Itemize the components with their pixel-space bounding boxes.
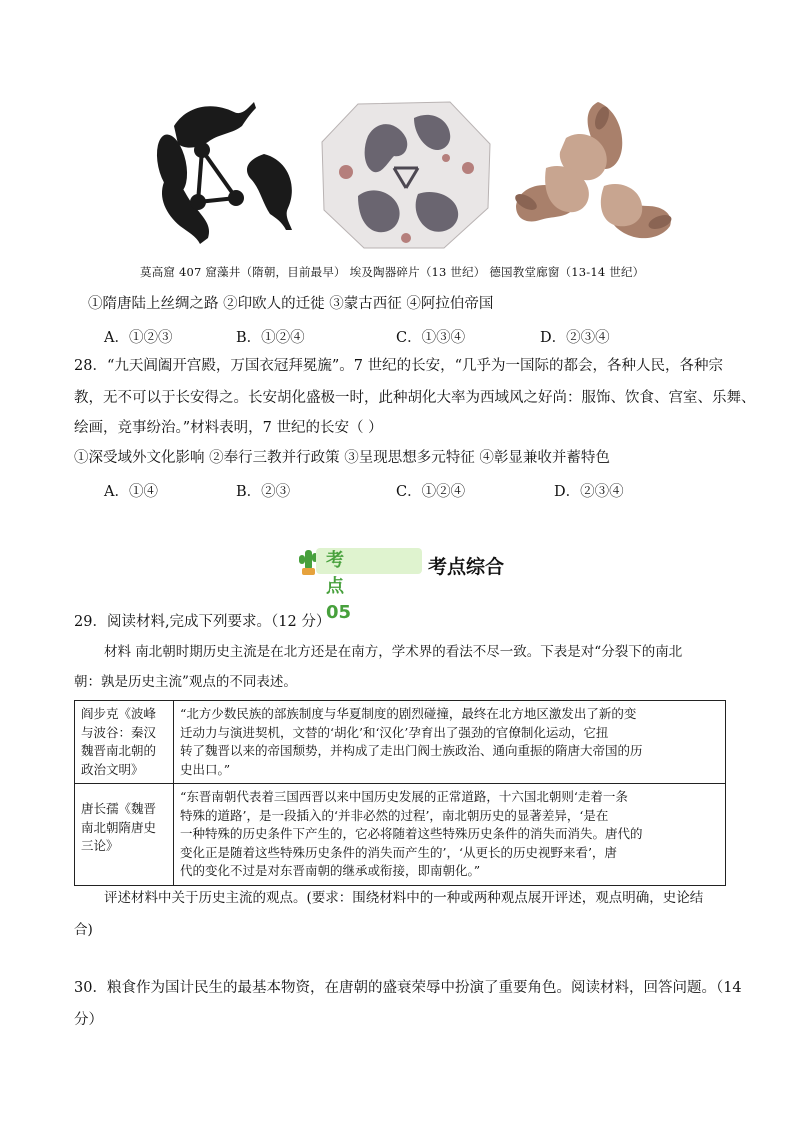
q27-option-d: D．②③④ — [540, 330, 610, 346]
quote-line: 代的变化不过是对东晋南朝的继承或衔接，即南朝化。” — [180, 863, 481, 878]
author-line: 阎步克《波峰 — [81, 706, 157, 721]
section-title: 考点综合 — [428, 556, 505, 578]
q29-task-line-2: 合) — [74, 922, 93, 938]
q30-line-2: 分） — [74, 1012, 103, 1028]
author-line: 与波谷：秦汉 — [81, 724, 157, 740]
quote-line: 转了魏晋以来的帝国颓势，并构成了走出门阀士族政治、通向重振的隋唐大帝国的历 — [180, 743, 643, 758]
quote-line: 迁动力与演进契机，文替的‘胡化’和‘汉化’孕育出了强劲的官僚制化运动，它扭 — [180, 724, 609, 740]
quote-line: 史出口。” — [180, 761, 231, 777]
q28-option-b: B．②③ — [236, 484, 291, 500]
opinions-table — [74, 700, 726, 886]
author-line: 三论》 — [81, 838, 119, 853]
q29-material-line-2: 朝：孰是历史主流”观点的不同表述。 — [74, 674, 297, 690]
q27-option-c: C．①③④ — [396, 330, 466, 346]
q27-option-b: B．①②④ — [236, 330, 305, 346]
q29-task-line-1: 评述材料中关于历史主流的观点。(要求：围绕材料中的一种或两种观点展开评述，观点明确，史论结 — [104, 890, 704, 906]
q30-line-1: 30．粮食作为国计民生的最基本物资，在唐朝的盛衰荣辱中扮演了重要角色。阅读材料，回答问题。（14 — [74, 980, 742, 996]
author-line: 政治文明》 — [81, 761, 144, 777]
q28-option-a: A．①④ — [104, 484, 158, 500]
table-row — [75, 701, 726, 784]
author-line: 魏晋南北朝的 — [81, 743, 157, 758]
mogao-caisson-image — [138, 98, 302, 250]
q28-items: ①深受域外文化影响 ②奉行三教并行政策 ③呈现思想多元特征 ④彰显兼收并蓄特色 — [74, 450, 610, 466]
section-badge-label: 考点05 — [326, 550, 352, 623]
q28-line-1: 28．“九天阊阖开宫殿，万国衣冠拜冕旒”。7 世纪的长安，“几乎为一国际的都会，各种人民，各种宗 — [74, 358, 724, 374]
quote-line: “北方少数民族的部族制度与华夏制度的剧烈碰撞，最终在北方地区激发出了新的变 — [180, 706, 637, 721]
table-cell-quote — [174, 701, 726, 784]
author-line: 南北朝隋唐史 — [81, 819, 157, 835]
author-line: 唐长孺《魏晋 — [81, 801, 157, 816]
q27-items: ①隋唐陆上丝绸之路 ②印欧人的迁徙 ③蒙古西征 ④阿拉伯帝国 — [88, 296, 494, 312]
table-cell-author — [75, 701, 174, 784]
table-row — [75, 784, 726, 886]
q28-option-d: D．②③④ — [554, 484, 624, 500]
q28-option-c: C．①②④ — [396, 484, 466, 500]
egyptian-pottery-image — [318, 98, 494, 250]
quote-line: 特殊的道路’，是一段插入的‘并非必然的过程’，南北朝历史的显著差异，‘是在 — [180, 807, 609, 823]
q28-line-2: 教，无不可以于长安得之。长安胡化盛极一时，此种胡化大率为西域风之好尚：服饰、饮食、宫室、乐舞、 — [74, 390, 756, 406]
quote-line: 一种特殊的历史条件下产生的，它必将随着这些特殊历史条件的消失而消失。唐代的 — [180, 826, 643, 841]
quote-line: “东晋南朝代表着三国西晋以来中国历史发展的正常道路，十六国北朝则‘走着一条 — [180, 789, 628, 804]
q27-option-a: A．①②③ — [104, 330, 173, 346]
q29-stem: 29．阅读材料,完成下列要求。（12 分） — [74, 614, 331, 630]
figure-caption: 莫高窟 407 窟藻井（隋朝，目前最早） 埃及陶器碎片（13 世纪） 德国教堂廊窗（13-14 世纪） — [140, 265, 645, 279]
q28-line-3: 绘画，竞事纷治。”材料表明，7 世纪的长安（ ） — [74, 420, 383, 436]
q29-material-line-1: 材料 南北朝时期历史主流是在北方还是在南方，学术界的看法不尽一致。下表是对“分裂下的南北 — [104, 644, 683, 660]
german-church-window-image — [506, 98, 676, 250]
quote-line: 变化正是随着这些特殊历史条件的消失而产生的’，‘从更长的历史视野来看’，唐 — [180, 844, 617, 860]
table-cell-author — [75, 784, 174, 886]
table-cell-quote — [174, 784, 726, 886]
